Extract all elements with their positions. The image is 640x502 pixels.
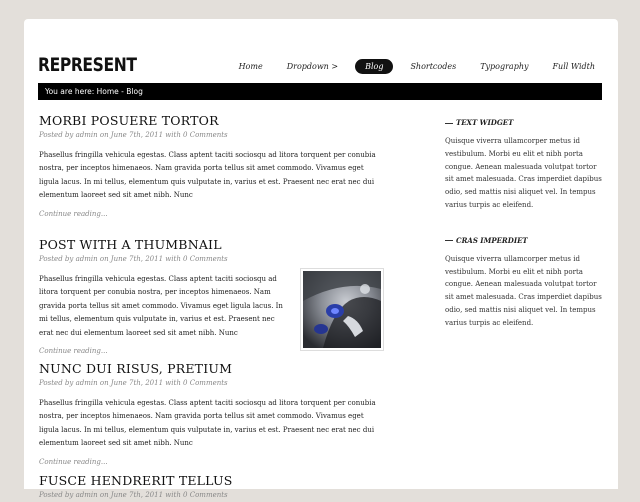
widget-title: [445, 118, 605, 127]
sidebar: [445, 118, 605, 354]
post-item: [39, 360, 384, 472]
widget-title-text: TEXT WIDGET: [456, 118, 514, 127]
post-meta: [39, 378, 384, 390]
post-item: [39, 472, 384, 502]
meta-author[interactable]: admin: [75, 491, 98, 499]
continue-reading-link[interactable]: Continue reading...: [39, 347, 108, 356]
meta-author[interactable]: admin: [75, 379, 98, 387]
dash-icon: [445, 240, 453, 241]
post-list: [39, 112, 384, 502]
post-item: [39, 236, 384, 360]
meta-prefix: Posted by: [39, 379, 74, 387]
meta-prefix: Posted by: [39, 491, 74, 499]
post-meta: [39, 254, 384, 266]
meta-comments[interactable]: with 0 Comments: [165, 131, 228, 139]
meta-comments[interactable]: with 0 Comments: [165, 491, 228, 499]
page-container: [24, 19, 618, 499]
post-thumbnail[interactable]: [300, 268, 384, 351]
meta-date: on June 7th, 2011: [99, 255, 164, 263]
post-title[interactable]: NUNC DUI RISUS, PRETIUM: [39, 361, 233, 376]
nav-item-typography[interactable]: Typography: [480, 62, 529, 71]
meta-comments[interactable]: with 0 Comments: [165, 379, 228, 387]
widget-text: Quisque viverra ullamcorper metus id vestibulum. Morbi eu elit et nibh porta congue. Aenean malesuada volutpat tortor sit amet malesuada. Cras imperdiet dapibus odio, sed mattis nisi aliquet vel. In tempus varius turpis ac eleifend.: [445, 137, 602, 209]
breadcrumb: You are here: Home - Blog: [38, 83, 602, 100]
sidebar-widget: [445, 118, 605, 212]
post-excerpt: Phasellus fringilla vehicula egestas. Class aptent taciti sociosqu ad litora torquent per conubia nostra, per inceptos himenaeos. Nam gravida porta tellus sit amet commodo. Vivamus eget ligula lacus. In mi tellus, elementum quis vulputate in, varius et est. Praesent nec erat nec dui elementum laoreet sed sit amet nibh. Nunc: [39, 151, 376, 200]
nav-item-shortcodes[interactable]: Shortcodes: [410, 62, 457, 71]
continue-reading-link[interactable]: Continue reading...: [39, 209, 108, 218]
nav-item-dropdown[interactable]: Dropdown >: [286, 62, 339, 71]
post-title[interactable]: POST WITH A THUMBNAIL: [39, 237, 222, 252]
meta-comments[interactable]: with 0 Comments: [165, 255, 228, 263]
meta-prefix: Posted by: [39, 131, 74, 139]
widget-title: [445, 236, 605, 245]
post-title[interactable]: MORBI POSUERE TORTOR: [39, 113, 219, 128]
sidebar-widget: [445, 236, 605, 330]
post-meta: [39, 130, 384, 142]
meta-date: on June 7th, 2011: [99, 131, 164, 139]
site-logo[interactable]: REPRESENT: [38, 54, 137, 76]
dash-icon: [445, 123, 453, 124]
post-meta: [39, 490, 384, 502]
post-title[interactable]: FUSCE HENDRERIT TELLUS: [39, 473, 233, 488]
post-item: [39, 112, 384, 236]
post-excerpt: Phasellus fringilla vehicula egestas. Class aptent taciti sociosqu ad litora torquent per conubia nostra, per inceptos himenaeos. Nam gravida porta tellus sit amet commodo. Vivamus eget ligula lacus. In mi tellus, elementum quis vulputate in, varius et est. Praesent nec erat nec dui elementum laoreet sed sit amet nibh. Nunc: [39, 399, 376, 448]
car-interior-image: [303, 271, 381, 348]
widget-title-text: CRAS IMPERDIET: [456, 235, 528, 245]
meta-date: on June 7th, 2011: [99, 491, 164, 499]
meta-author[interactable]: admin: [75, 255, 98, 263]
meta-prefix: Posted by: [39, 255, 74, 263]
widget-text: Quisque viverra ullamcorper metus id vestibulum. Morbi eu elit et nibh porta congue. Aenean malesuada volutpat tortor sit amet malesuada. Cras imperdiet dapibus odio, sed mattis nisi aliquet vel. In tempus varius turpis ac eleifend.: [445, 254, 602, 327]
main-nav: [222, 59, 602, 74]
continue-reading-link[interactable]: Continue reading...: [39, 457, 108, 466]
nav-item-home[interactable]: Home: [238, 62, 263, 71]
post-excerpt: Phasellus fringilla vehicula egestas. Class aptent taciti sociosqu ad litora torquent per conubia nostra, per inceptos himenaeos. Nam gravida porta tellus sit amet commodo. Vivamus eget ligula lacus. In mi tellus, elementum quis vulputate in, varius et est. Praesent nec erat nec dui elementum laoreet sed sit amet nibh. Nunc: [39, 275, 283, 337]
meta-author[interactable]: admin: [75, 131, 98, 139]
meta-date: on June 7th, 2011: [99, 379, 164, 387]
nav-item-blog[interactable]: Blog: [355, 59, 393, 74]
nav-item-full-width[interactable]: Full Width: [552, 62, 595, 71]
